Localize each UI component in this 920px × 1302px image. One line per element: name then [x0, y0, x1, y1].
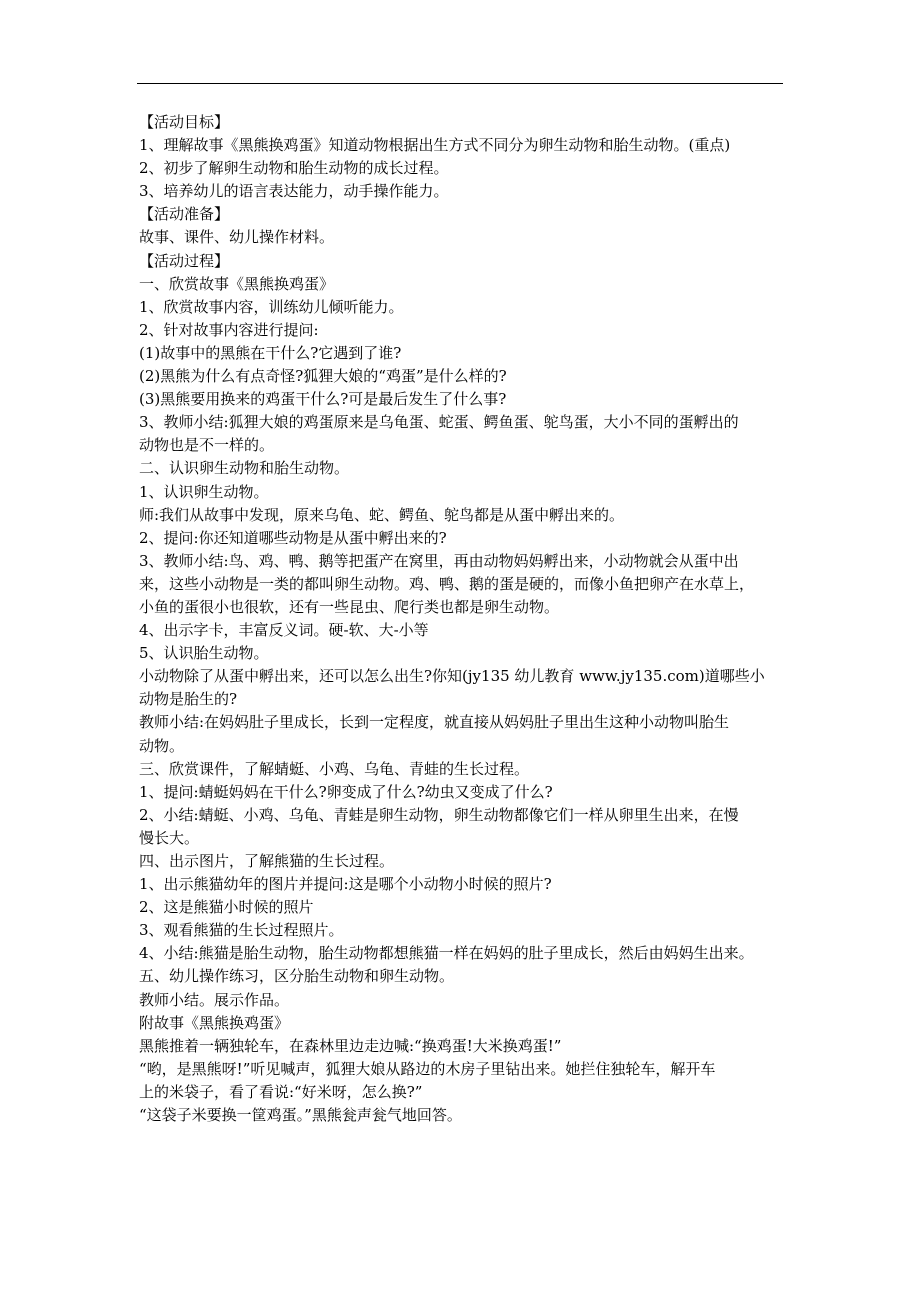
text-line: (3)黑熊要用换来的鸡蛋干什么?可是最后发生了什么事?	[139, 390, 507, 409]
text-line: 2、初步了解卵生动物和胎生动物的成长过程。	[139, 159, 449, 178]
text-line: 附故事《黑熊换鸡蛋》	[139, 1013, 290, 1032]
text-line: 2、这是熊猫小时候的照片	[139, 898, 314, 917]
text-line: 上的米袋子，看了看说:“好米呀，怎么换?”	[139, 1082, 423, 1101]
text-line: 2、小结:蜻蜓、小鸡、乌龟、青蛙是卵生动物，卵生动物都像它们一样从卵里生出来，在慢	[139, 805, 739, 824]
text-line: 动物。	[139, 736, 185, 755]
text-line: 二、认识卵生动物和胎生动物。	[139, 459, 350, 478]
text-line: 3、观看熊猫的生长过程照片。	[139, 921, 344, 940]
text-line: 4、小结:熊猫是胎生动物，胎生动物都想熊猫一样在妈妈的肚子里成长，然后由妈妈生出来。	[139, 944, 754, 963]
text-line: 2、提问:你还知道哪些动物是从蛋中孵出来的?	[139, 528, 447, 547]
text-line: 动物也是不一样的。	[139, 436, 275, 455]
text-line: 4、出示字卡，丰富反义词。硬-软、大-小等	[139, 621, 429, 640]
text-line: 3、教师小结:狐狸大娘的鸡蛋原来是乌龟蛋、蛇蛋、鳄鱼蛋、鸵鸟蛋，大小不同的蛋孵出的	[139, 413, 739, 432]
text-line: 1、提问:蜻蜓妈妈在干什么?卵变成了什么?幼虫又变成了什么?	[139, 782, 553, 801]
text-line: 教师小结:在妈妈肚子里成长，长到一定程度，就直接从妈妈肚子里出生这种小动物叫胎生	[139, 713, 730, 732]
text-line: 3、培养幼儿的语言表达能力，动手操作能力。	[139, 182, 449, 201]
text-line: 1、认识卵生动物。	[139, 482, 269, 501]
text-line: 5、认识胎生动物。	[139, 644, 269, 663]
text-line: 1、欣赏故事内容，训练幼儿倾听能力。	[139, 297, 404, 316]
text-line: 五、幼儿操作练习，区分胎生动物和卵生动物。	[139, 967, 455, 986]
text-line: (1)故事中的黑熊在干什么?它遇到了谁?	[139, 343, 402, 362]
text-line: 三、欣赏课件，了解蜻蜓、小鸡、乌龟、青蛙的生长过程。	[139, 759, 530, 778]
text-line: 小动物除了从蛋中孵出来，还可以怎么出生?你知(jy135 幼儿教育 www.jy135.com)道哪些小	[139, 667, 765, 686]
text-line: 3、教师小结:鸟、鸡、鸭、鹅等把蛋产在窝里，再由动物妈妈孵出来，小动物就会从蛋中出	[139, 551, 739, 570]
text-line: 【活动目标】	[139, 113, 230, 131]
text-line: 黑熊推着一辆独轮车，在森林里边走边喊:“换鸡蛋!大米换鸡蛋!”	[139, 1036, 562, 1055]
text-line: 来，这些小动物是一类的都叫卵生动物。鸡、鸭、鹅的蛋是硬的，而像小鱼把卵产在水草上，	[139, 574, 755, 593]
header-rule	[137, 83, 783, 84]
text-line: 动物是胎生的?	[139, 690, 238, 709]
text-line: (2)黑熊为什么有点奇怪?狐狸大娘的“鸡蛋”是什么样的?	[139, 367, 507, 386]
text-line: 1、理解故事《黑熊换鸡蛋》知道动物根据出生方式不同分为卵生动物和胎生动物。(重点)	[139, 136, 731, 155]
text-line: “这袋子米要换一筐鸡蛋。”黑熊瓮声瓮气地回答。	[139, 1106, 462, 1125]
text-line: 故事、课件、幼儿操作材料。	[139, 228, 335, 247]
text-line: 慢长大。	[139, 828, 200, 847]
text-line: 2、针对故事内容进行提问:	[139, 320, 319, 339]
text-line: 四、出示图片，了解熊猫的生长过程。	[139, 852, 395, 870]
text-line: 教师小结。展示作品。	[139, 990, 290, 1009]
text-line: 师:我们从故事中发现，原来乌龟、蛇、鳄鱼、鸵鸟都是从蛋中孵出来的。	[139, 505, 625, 524]
text-line: 1、出示熊猫幼年的图片并提问:这是哪个小动物小时候的照片?	[139, 875, 552, 894]
document-body	[139, 111, 789, 1127]
text-line: 【活动准备】	[139, 205, 230, 224]
text-line: 一、欣赏故事《黑熊换鸡蛋》	[139, 274, 335, 293]
text-line: “哟，是黑熊呀!”听见喊声，狐狸大娘从路边的木房子里钻出来。她拦住独轮车，解开车	[139, 1059, 716, 1078]
text-line: 小鱼的蛋很小也很软，还有一些昆虫、爬行类也都是卵生动物。	[139, 597, 560, 616]
text-line: 【活动过程】	[139, 251, 230, 270]
